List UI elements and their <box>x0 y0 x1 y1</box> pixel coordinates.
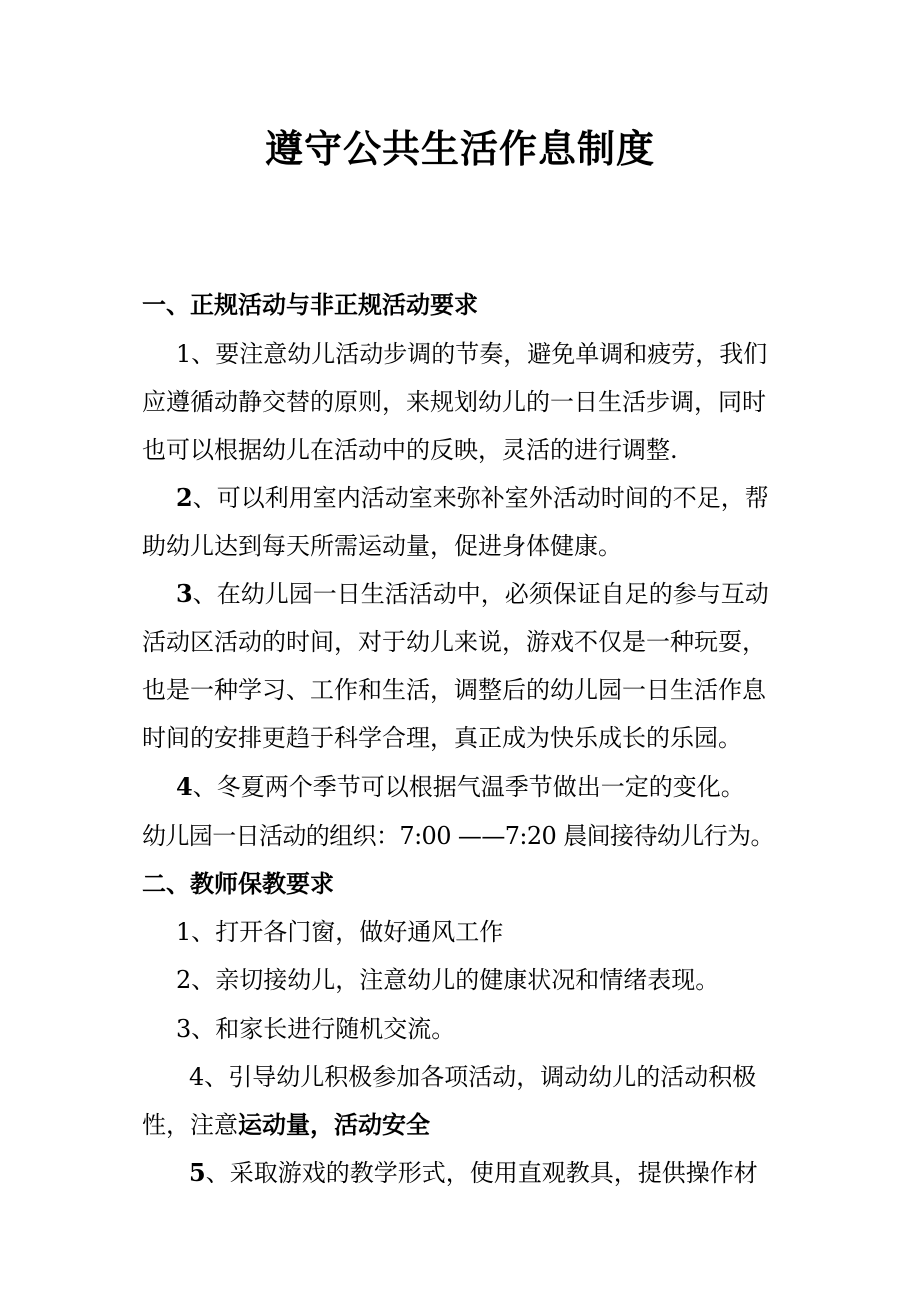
section-1-heading: 一、正规活动与非正规活动要求 <box>142 291 478 319</box>
paragraph-1-line-2: 应遵循动静交替的原则，来规划幼儿的一日生活步调，同时 <box>142 388 766 416</box>
paragraph-3-number: 3 <box>176 579 193 608</box>
item-4-emphasis: 运动量，活动安全 <box>238 1111 430 1139</box>
paragraph-2-line-2: 助幼儿达到每天所需运动量，促进身体健康。 <box>142 532 622 560</box>
paragraph-4-line-1 <box>176 771 745 803</box>
paragraph-3-line-2: 活动区活动的时间，对于幼儿来说，游戏不仅是一种玩耍， <box>142 628 766 656</box>
paragraph-3-line-4: 时间的安排更趋于科学合理，真正成为快乐成长的乐园。 <box>142 724 742 752</box>
schedule-line: 幼儿园一日活动的组织：7:00 ——7:20 晨间接待幼儿行为。 <box>142 822 774 850</box>
section-2-item-4-line-2 <box>142 1109 430 1141</box>
section-2-item-1: 1、打开各门窗，做好通风工作 <box>176 918 504 946</box>
paragraph-2-line-1 <box>176 482 769 514</box>
paragraph-4-number: 4 <box>176 772 193 801</box>
paragraph-4-line-1-text: 、冬夏两个季节可以根据气温季节做出一定的变化。 <box>192 773 745 801</box>
section-2-item-4-line-1: 4、引导幼儿积极参加各项活动，调动幼儿的活动积极 <box>189 1063 757 1091</box>
item-5-line-1-text: 、采取游戏的教学形式，使用直观教具，提供操作材 <box>205 1159 758 1187</box>
paragraph-2-number: 2 <box>176 483 193 512</box>
item-5-number: 5 <box>189 1158 206 1187</box>
paragraph-1-line-3: 也可以根据幼儿在活动中的反映，灵活的进行调整. <box>142 436 678 464</box>
section-2-heading: 二、教师保教要求 <box>142 870 334 898</box>
section-2-item-2: 2、亲切接幼儿，注意幼儿的健康状况和情绪表现。 <box>176 966 720 994</box>
paragraph-3-line-1-text: 、在幼儿园一日生活活动中，必须保证自足的参与互动 <box>192 580 769 608</box>
section-2-item-3: 3、和家长进行随机交流。 <box>176 1015 456 1043</box>
paragraph-1-line-1: 1、要注意幼儿活动步调的节奏，避免单调和疲劳，我们 <box>176 340 768 368</box>
section-2-item-5-line-1 <box>189 1157 758 1189</box>
item-4-line-2-text: 性，注意 <box>142 1111 238 1139</box>
document-title: 遵守公共生活作息制度 <box>264 127 655 171</box>
paragraph-3-line-1 <box>176 578 769 610</box>
paragraph-2-line-1-text: 、可以利用室内活动室来弥补室外活动时间的不足，帮 <box>192 484 769 512</box>
paragraph-3-line-3: 也是一种学习、工作和生活，调整后的幼儿园一日生活作息 <box>142 676 766 704</box>
